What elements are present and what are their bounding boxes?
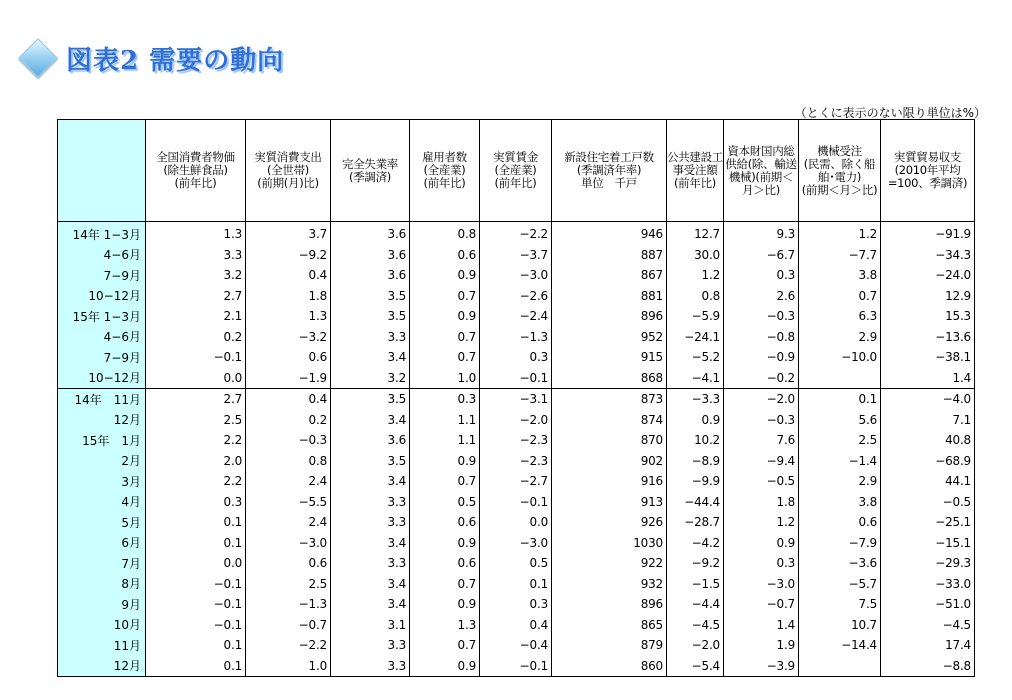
row-label: 2月 (58, 451, 146, 472)
table-cell: 1030 (552, 533, 667, 554)
table-cell: 0.7 (410, 327, 480, 348)
table-cell: 3.2 (146, 265, 246, 286)
table-cell: 0.5 (480, 553, 552, 574)
table-cell: −7.9 (799, 533, 881, 554)
table-cell: −3.2 (246, 327, 331, 348)
table-cell: −2.2 (246, 635, 331, 656)
table-row (58, 430, 975, 451)
table-cell: −2.6 (480, 286, 552, 307)
table-cell: 1.3 (246, 306, 331, 327)
table-cell: −29.3 (881, 553, 975, 574)
table-cell: −2.2 (480, 222, 552, 245)
table-cell: 2.5 (246, 574, 331, 595)
table-cell: −14.4 (799, 635, 881, 656)
table-cell: 3.6 (331, 430, 410, 451)
table-cell: 40.8 (881, 430, 975, 451)
table-cell: 3.8 (799, 265, 881, 286)
table-cell: 0.9 (667, 410, 724, 431)
row-label: 11月 (58, 635, 146, 656)
table-cell: −0.9 (724, 347, 799, 368)
table-cell: 926 (552, 512, 667, 533)
table-row (58, 410, 975, 431)
table-cell: 0.1 (480, 574, 552, 595)
row-label: 10−12月 (58, 368, 146, 389)
table-row (58, 492, 975, 513)
table-cell: 3.3 (331, 512, 410, 533)
table-cell: −7.7 (799, 245, 881, 266)
table-cell: 5.6 (799, 410, 881, 431)
table-cell: 0.7 (410, 574, 480, 595)
table-cell: −9.2 (667, 553, 724, 574)
corner-cell (58, 120, 146, 222)
table-cell: 3.4 (331, 574, 410, 595)
table-cell: −1.9 (246, 368, 331, 389)
table-cell (799, 368, 881, 389)
table-cell: 2.6 (724, 286, 799, 307)
table-row (58, 471, 975, 492)
table-cell: 3.3 (331, 635, 410, 656)
table-cell: 17.4 (881, 635, 975, 656)
table-row (58, 594, 975, 615)
table-cell: 867 (552, 265, 667, 286)
table-cell: 2.1 (146, 306, 246, 327)
column-header: 雇用者数 (全産業) (前年比) (410, 120, 480, 222)
table-cell: 0.1 (799, 389, 881, 410)
table-row (58, 286, 975, 307)
table-row (58, 327, 975, 348)
table-cell: −2.4 (480, 306, 552, 327)
title-bar (18, 38, 284, 78)
table-cell: 1.3 (146, 222, 246, 245)
table-cell: 2.2 (146, 471, 246, 492)
table-cell: −3.3 (667, 389, 724, 410)
table-cell: −38.1 (881, 347, 975, 368)
table-cell: 0.3 (724, 553, 799, 574)
table-cell: 870 (552, 430, 667, 451)
table-cell: 1.3 (410, 615, 480, 636)
table-cell: 2.2 (146, 430, 246, 451)
table-cell: −0.1 (146, 615, 246, 636)
table-cell: 44.1 (881, 471, 975, 492)
table-cell: 6.3 (799, 306, 881, 327)
table-cell: 3.4 (331, 410, 410, 431)
table-row (58, 635, 975, 656)
row-label: 15年 1月 (58, 430, 146, 451)
table-cell: 1.2 (799, 222, 881, 245)
table-row (58, 389, 975, 410)
row-label: 7−9月 (58, 347, 146, 368)
table-cell: 0.3 (480, 347, 552, 368)
table-cell: 12.9 (881, 286, 975, 307)
table-row (58, 451, 975, 472)
table-cell: 0.7 (410, 471, 480, 492)
table-cell: 3.3 (331, 327, 410, 348)
table-cell: 2.0 (146, 451, 246, 472)
table-cell: −0.8 (724, 327, 799, 348)
table-cell: −0.5 (724, 471, 799, 492)
table-cell: 3.6 (331, 265, 410, 286)
table-cell: −1.3 (246, 594, 331, 615)
table-cell: 896 (552, 306, 667, 327)
table-cell: 887 (552, 245, 667, 266)
row-label: 12月 (58, 410, 146, 431)
table-cell: 30.0 (667, 245, 724, 266)
table-cell: −0.3 (246, 430, 331, 451)
header-row (58, 120, 975, 222)
table-cell: −0.1 (146, 574, 246, 595)
table-cell: 946 (552, 222, 667, 245)
table-cell: 0.6 (410, 553, 480, 574)
table-cell: 3.7 (246, 222, 331, 245)
table-cell: −25.1 (881, 512, 975, 533)
table-cell: 2.7 (146, 286, 246, 307)
table-row (58, 656, 975, 677)
column-header: 新設住宅着工戸数 (季調済年率) 単位 千戸 (552, 120, 667, 222)
table-cell: −2.0 (724, 389, 799, 410)
table-cell: 915 (552, 347, 667, 368)
table-cell: −15.1 (881, 533, 975, 554)
table-cell: 0.9 (410, 594, 480, 615)
table-cell: 860 (552, 656, 667, 677)
table-cell: 0.3 (480, 594, 552, 615)
table-cell: 3.2 (331, 368, 410, 389)
table-cell: −9.4 (724, 451, 799, 472)
table-cell: −1.3 (480, 327, 552, 348)
table-cell: 3.4 (331, 594, 410, 615)
table-cell: −4.5 (881, 615, 975, 636)
demand-table (57, 119, 975, 677)
table-cell: 1.2 (667, 265, 724, 286)
column-header: 全国消費者物価 (除生鮮食品) (前年比) (146, 120, 246, 222)
table-cell: −34.3 (881, 245, 975, 266)
table-cell: 7.1 (881, 410, 975, 431)
table-cell: −0.1 (480, 656, 552, 677)
page-title: 図表2 需要の動向 (66, 45, 285, 76)
table-cell: −8.9 (667, 451, 724, 472)
column-header: 資本財国内総供給(除、輸送機械)(前期＜月＞比) (724, 120, 799, 222)
column-header: 実質消費支出 (全世帯) (前期(月)比) (246, 120, 331, 222)
row-label: 4−6月 (58, 245, 146, 266)
diamond-icon (18, 38, 58, 78)
table-cell: −3.7 (480, 245, 552, 266)
table-cell: −4.4 (667, 594, 724, 615)
table-cell: 3.3 (146, 245, 246, 266)
table-cell: −28.7 (667, 512, 724, 533)
table-cell: −51.0 (881, 594, 975, 615)
table-row (58, 347, 975, 368)
table-row (58, 222, 975, 245)
table-row (58, 265, 975, 286)
table-cell: −44.4 (667, 492, 724, 513)
table-cell: 0.3 (146, 492, 246, 513)
table-cell: −5.9 (667, 306, 724, 327)
table-cell: −8.8 (881, 656, 975, 677)
table-cell: 0.7 (799, 286, 881, 307)
table-cell: −0.7 (724, 594, 799, 615)
table-cell: 0.2 (146, 327, 246, 348)
table-cell: −0.1 (480, 492, 552, 513)
table-row (58, 512, 975, 533)
table-cell: 7.5 (799, 594, 881, 615)
table-cell: −9.9 (667, 471, 724, 492)
table-cell: 0.7 (410, 635, 480, 656)
row-label: 7月 (58, 553, 146, 574)
table-cell: −4.1 (667, 368, 724, 389)
table-cell: 0.0 (146, 368, 246, 389)
table-cell: −1.4 (799, 451, 881, 472)
column-header: 実質賃金 (全産業) (前年比) (480, 120, 552, 222)
table-cell: 0.4 (246, 389, 331, 410)
table-cell: 0.6 (246, 347, 331, 368)
table-cell: 1.8 (724, 492, 799, 513)
table-cell (799, 656, 881, 677)
table-cell: 881 (552, 286, 667, 307)
table-cell: 2.9 (799, 327, 881, 348)
table-cell: 15.3 (881, 306, 975, 327)
table-cell: 0.9 (410, 306, 480, 327)
table-cell: −33.0 (881, 574, 975, 595)
table-cell: −3.0 (724, 574, 799, 595)
table-cell: 0.9 (410, 451, 480, 472)
table-cell: 2.5 (799, 430, 881, 451)
table-row (58, 615, 975, 636)
table-cell: −2.0 (480, 410, 552, 431)
table-cell: −10.0 (799, 347, 881, 368)
table-cell: −0.3 (724, 306, 799, 327)
table-cell: 2.9 (799, 471, 881, 492)
table-cell: 3.3 (331, 656, 410, 677)
table-cell: 896 (552, 594, 667, 615)
column-header: 公共建設工事受注額 (前年比) (667, 120, 724, 222)
table-cell: 1.0 (410, 368, 480, 389)
table-cell: 902 (552, 451, 667, 472)
table-cell: 12.7 (667, 222, 724, 245)
table-cell: −5.5 (246, 492, 331, 513)
table-cell: 3.8 (799, 492, 881, 513)
table-row (58, 368, 975, 389)
table-cell: −0.5 (881, 492, 975, 513)
table-cell: 3.5 (331, 451, 410, 472)
table-cell: −4.2 (667, 533, 724, 554)
table-cell: 879 (552, 635, 667, 656)
table-row (58, 306, 975, 327)
table-cell: −0.1 (146, 347, 246, 368)
table-cell: 3.3 (331, 553, 410, 574)
table-cell: 0.6 (410, 512, 480, 533)
column-header: 実質貿易収支 (2010年平均=100、季調済) (881, 120, 975, 222)
table-cell: 2.4 (246, 512, 331, 533)
table-cell: 0.4 (246, 265, 331, 286)
table-cell: −2.3 (480, 451, 552, 472)
table-cell: −24.0 (881, 265, 975, 286)
table-cell: 10.7 (799, 615, 881, 636)
table-row (58, 245, 975, 266)
table-cell: 0.0 (146, 553, 246, 574)
table-cell: −5.4 (667, 656, 724, 677)
table-cell: 1.9 (724, 635, 799, 656)
table-cell: −3.0 (480, 265, 552, 286)
row-label: 8月 (58, 574, 146, 595)
table-row (58, 553, 975, 574)
table-cell: −68.9 (881, 451, 975, 472)
table-cell: 2.7 (146, 389, 246, 410)
row-label: 3月 (58, 471, 146, 492)
table-row (58, 533, 975, 554)
table-cell: −0.2 (724, 368, 799, 389)
table-cell: 865 (552, 615, 667, 636)
row-label: 4−6月 (58, 327, 146, 348)
unit-note: （とくに表示のない限り単位は%） (794, 106, 986, 120)
table-cell: 0.9 (410, 265, 480, 286)
table-cell: 3.6 (331, 222, 410, 245)
table-cell: 3.5 (331, 306, 410, 327)
table-cell: 0.4 (480, 615, 552, 636)
table-cell: 10.2 (667, 430, 724, 451)
table-cell: 3.6 (331, 245, 410, 266)
table-cell: 868 (552, 368, 667, 389)
row-label: 6月 (58, 533, 146, 554)
table-cell: 3.4 (331, 347, 410, 368)
row-label: 9月 (58, 594, 146, 615)
table-cell: 0.9 (410, 656, 480, 677)
column-header: 完全失業率 (季調済) (331, 120, 410, 222)
table-cell: 2.4 (246, 471, 331, 492)
table-cell: 0.7 (410, 347, 480, 368)
table-cell: −2.0 (667, 635, 724, 656)
table-cell: −0.3 (724, 410, 799, 431)
row-label: 15年 1−3月 (58, 306, 146, 327)
table-cell: 1.1 (410, 410, 480, 431)
table-cell: 2.5 (146, 410, 246, 431)
table-cell: 3.4 (331, 533, 410, 554)
table-cell: −3.6 (799, 553, 881, 574)
table-cell: 0.6 (246, 553, 331, 574)
table-cell: 0.8 (410, 222, 480, 245)
table-cell: 873 (552, 389, 667, 410)
table-cell: 3.5 (331, 286, 410, 307)
table-cell: 922 (552, 553, 667, 574)
table-cell: −0.7 (246, 615, 331, 636)
table-cell: 1.4 (881, 368, 975, 389)
table-cell: 0.1 (146, 533, 246, 554)
table-cell: −2.7 (480, 471, 552, 492)
table-cell: 0.6 (410, 245, 480, 266)
row-label: 7−9月 (58, 265, 146, 286)
table-cell: 3.1 (331, 615, 410, 636)
table-cell: −6.7 (724, 245, 799, 266)
column-header: 機械受注 (民需、除く船舶･電力) (前期＜月＞比) (799, 120, 881, 222)
table-cell: −91.9 (881, 222, 975, 245)
table-cell: 1.8 (246, 286, 331, 307)
table-cell: −2.3 (480, 430, 552, 451)
table-cell: −5.2 (667, 347, 724, 368)
table-cell: 1.1 (410, 430, 480, 451)
table-cell: 0.2 (246, 410, 331, 431)
table-cell: 0.3 (410, 389, 480, 410)
table-cell: 1.2 (724, 512, 799, 533)
table-cell: 0.0 (480, 512, 552, 533)
table-cell: −13.6 (881, 327, 975, 348)
table-cell: 0.1 (146, 635, 246, 656)
table-cell: 0.1 (146, 656, 246, 677)
table-cell: 9.3 (724, 222, 799, 245)
table-cell: −1.5 (667, 574, 724, 595)
table-cell: −5.7 (799, 574, 881, 595)
table-cell: −0.4 (480, 635, 552, 656)
table-cell: −0.1 (480, 368, 552, 389)
row-label: 14年 11月 (58, 389, 146, 410)
table-cell: 1.0 (246, 656, 331, 677)
table-cell: 1.4 (724, 615, 799, 636)
row-label: 12月 (58, 656, 146, 677)
row-label: 4月 (58, 492, 146, 513)
table-cell: 913 (552, 492, 667, 513)
table-cell: −4.5 (667, 615, 724, 636)
table-cell: 3.4 (331, 471, 410, 492)
row-label: 5月 (58, 512, 146, 533)
table-row (58, 574, 975, 595)
table-cell: 0.7 (410, 286, 480, 307)
table-cell: 874 (552, 410, 667, 431)
table-cell: 0.5 (410, 492, 480, 513)
table-cell: −3.0 (246, 533, 331, 554)
table-cell: 3.3 (331, 492, 410, 513)
row-label: 10月 (58, 615, 146, 636)
table-cell: 0.8 (667, 286, 724, 307)
table-cell: 0.9 (410, 533, 480, 554)
table-cell: 0.3 (724, 265, 799, 286)
row-label: 10−12月 (58, 286, 146, 307)
table-cell: 0.9 (724, 533, 799, 554)
table-cell: −3.9 (724, 656, 799, 677)
table-cell: 3.5 (331, 389, 410, 410)
table-cell: 932 (552, 574, 667, 595)
table-cell: −24.1 (667, 327, 724, 348)
table-cell: 0.8 (246, 451, 331, 472)
table-cell: −3.0 (480, 533, 552, 554)
table-cell: 0.6 (799, 512, 881, 533)
table-cell: 7.6 (724, 430, 799, 451)
table-cell: 916 (552, 471, 667, 492)
row-label: 14年 1−3月 (58, 222, 146, 245)
table-cell: 952 (552, 327, 667, 348)
table-cell: −4.0 (881, 389, 975, 410)
table-cell: −9.2 (246, 245, 331, 266)
table-cell: −0.1 (146, 594, 246, 615)
table-cell: 0.1 (146, 512, 246, 533)
table-cell: −3.1 (480, 389, 552, 410)
